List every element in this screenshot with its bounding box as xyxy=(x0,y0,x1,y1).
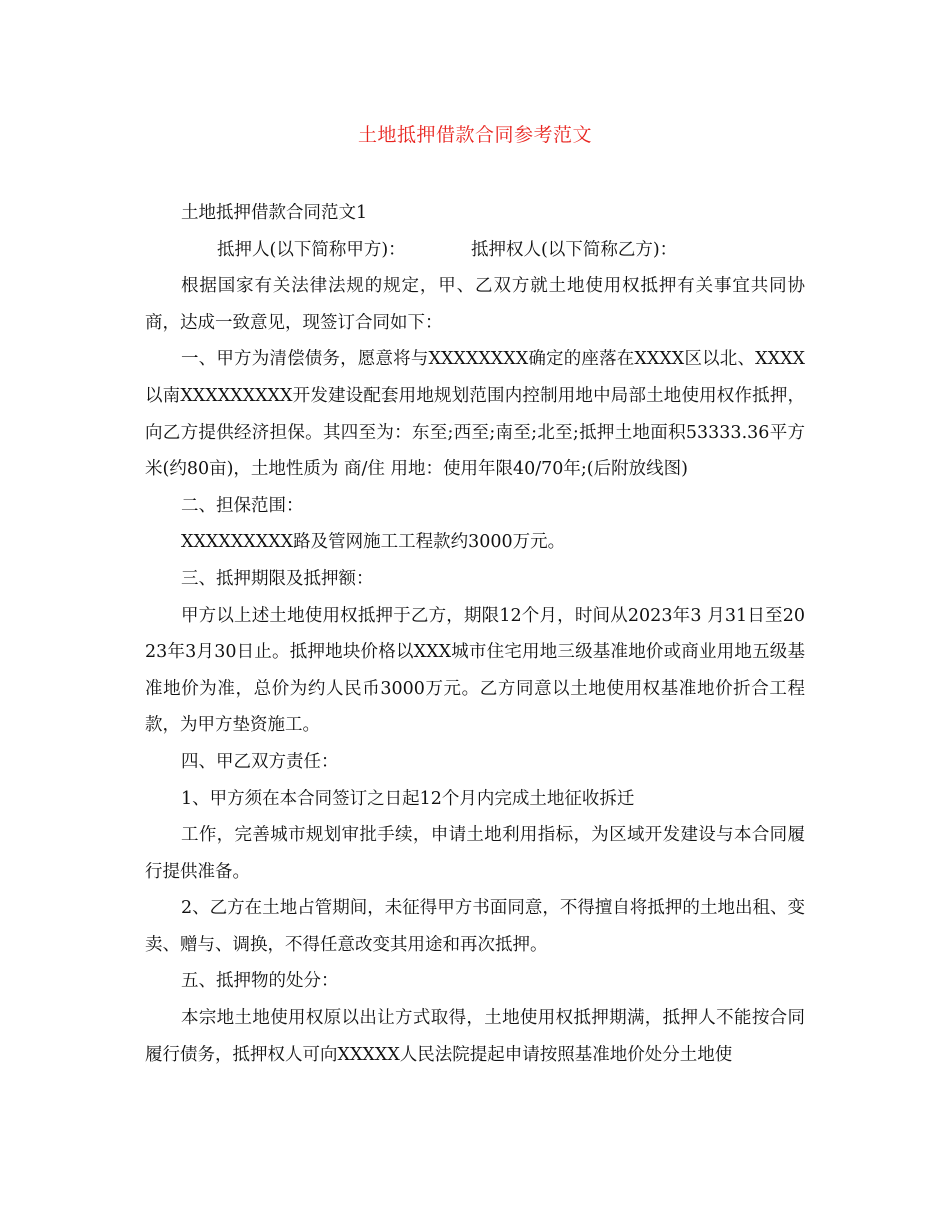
paragraph-clause-3-body: 甲方以上述土地使用权抵押于乙方，期限12个月，时间从2023年3 月31日至2023年3月30日止。抵押地块价格以XXX城市住宅用地三级基准地价或商业用地五级基准地价为准，总价为约人民币3000万元。乙方同意以土地使用权基准地价折合工程款，为甲方垫资施工。 xyxy=(145,605,805,736)
paragraph-clause-2-heading: 二、担保范围： xyxy=(181,495,304,516)
paragraph-clause-4-item-1: 1、甲方须在本合同签订之日起12个月内完成土地征收拆迁 xyxy=(181,788,635,809)
paragraph-clause-5-heading: 五、抵押物的处分： xyxy=(181,971,339,992)
paragraph-clause-4-item-1-cont: 工作，完善城市规划审批手续，申请土地利用指标，为区域开发建设与本合同履行提供准备。 xyxy=(145,825,805,882)
party-a-label: 抵押人(以下简称甲方)： xyxy=(217,239,406,260)
parties-line xyxy=(145,232,805,269)
paragraph-clause-2-body: XXXXXXXXX路及管网施工工程款约3000万元。 xyxy=(181,532,566,553)
document-body xyxy=(145,195,805,1073)
contract-heading: 土地抵押借款合同范文1 xyxy=(181,203,368,223)
paragraph-clause-3-heading: 三、抵押期限及抵押额： xyxy=(181,568,374,589)
paragraph-preamble: 根据国家有关法律法规的规定，甲、乙双方就土地使用权抵押有关事宜共同协商，达成一致意见，现签订合同如下： xyxy=(145,276,805,333)
paragraph-clause-1: 一、甲方为清偿债务，愿意将与XXXXXXXX确定的座落在XXXX区以北、XXXX以南XXXXXXXXX开发建设配套用地规划范围内控制用地中局部土地使用权作抵押，向乙方提供经济担保。其四至为：东至;西至;南至;北至;抵押土地面积53333.36平方米(约80亩)，土地性质为 商/住 用地：使用年限40/70年;(后附放线图) xyxy=(145,349,805,480)
paragraph-clause-5-body: 本宗地土地使用权原以出让方式取得，土地使用权抵押期满，抵押人不能按合同履行债务，抵押权人可向XXXXX人民法院提起申请按照基准地价处分土地使 xyxy=(145,1008,805,1065)
paragraph-clause-4-heading: 四、甲乙双方责任： xyxy=(181,751,339,772)
paragraph-clause-4-item-2: 2、乙方在土地占管期间，未征得甲方书面同意，不得擅自将抵押的土地出租、变卖、赠与、调换，不得任意改变其用途和再次抵押。 xyxy=(145,898,805,955)
party-b-label: 抵押权人(以下简称乙方)： xyxy=(471,239,678,260)
document-title: 土地抵押借款合同参考范文 xyxy=(357,124,592,146)
